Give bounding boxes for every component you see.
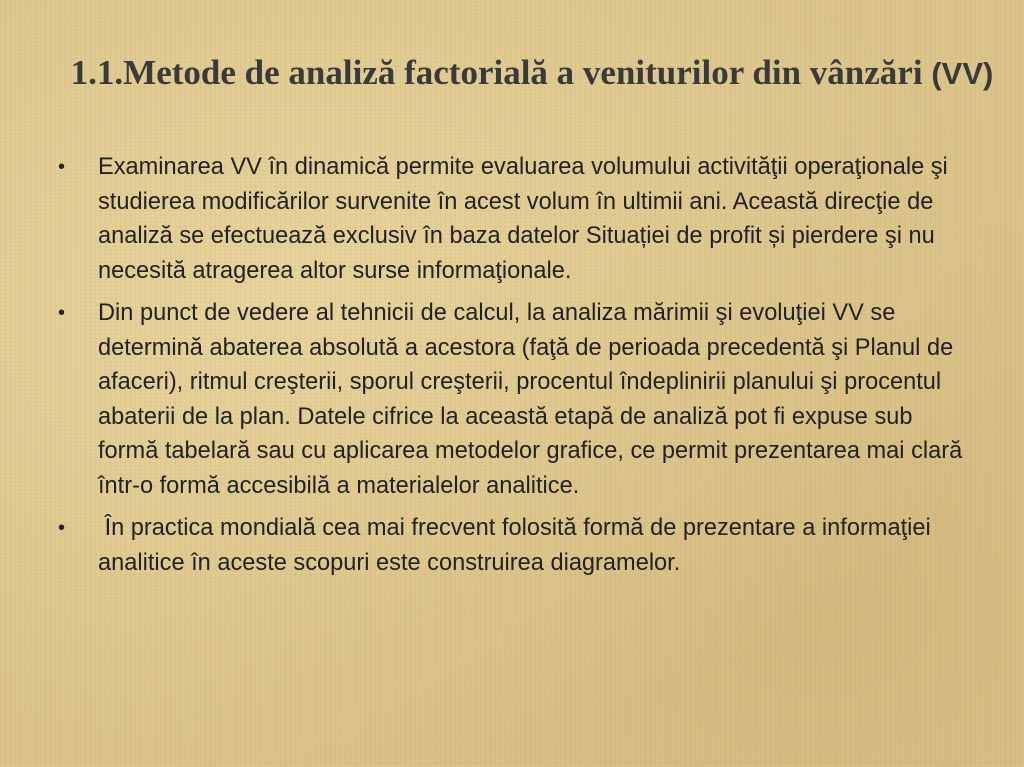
slide-title <box>60 52 1004 95</box>
bullet-item <box>58 296 978 503</box>
bullet-text: În practica mondială cea mai frecvent folosită formă de prezentare a informaţiei analitice în aceste scopuri este construirea diagramelor. <box>98 515 938 576</box>
bullet-marker: • <box>58 156 66 178</box>
bullet-item <box>58 511 978 580</box>
bullet-item <box>58 150 978 288</box>
bullet-marker: • <box>58 302 66 324</box>
bullet-marker: • <box>58 517 66 539</box>
slide-title-text: 1.1.Metode de analiză factorială a veniturilor din vânzări <box>70 53 932 92</box>
bullet-list <box>58 150 978 588</box>
bullet-text: Examinarea VV în dinamică permite evaluarea volumului activităţii operaţionale şi studierea modificărilor survenite în acest volum în ultimii ani. Această direcţie de analiză se efectuează exclusiv în baza datelor Situației de profit și pierdere şi nu necesită atragerea altor surse informaţionale. <box>98 154 948 284</box>
bullet-text: Din punct de vedere al tehnicii de calcul, la analiza mărimii şi evoluţiei VV se determină abaterea absolută a acestora (faţă de perioada precedentă şi Planul de afaceri), ritmul creşterii, sporul creşterii, procentul îndeplinirii planului şi procentul abaterii de la plan. Datele cifrice la această etapă de analiză pot fi expuse sub formă tabelară sau cu aplicarea metodelor grafice, ce permit prezentarea mai clară într-o formă accesibilă a materialelor analitice. <box>98 300 963 499</box>
slide-title-abbreviation: (VV) <box>931 56 994 91</box>
